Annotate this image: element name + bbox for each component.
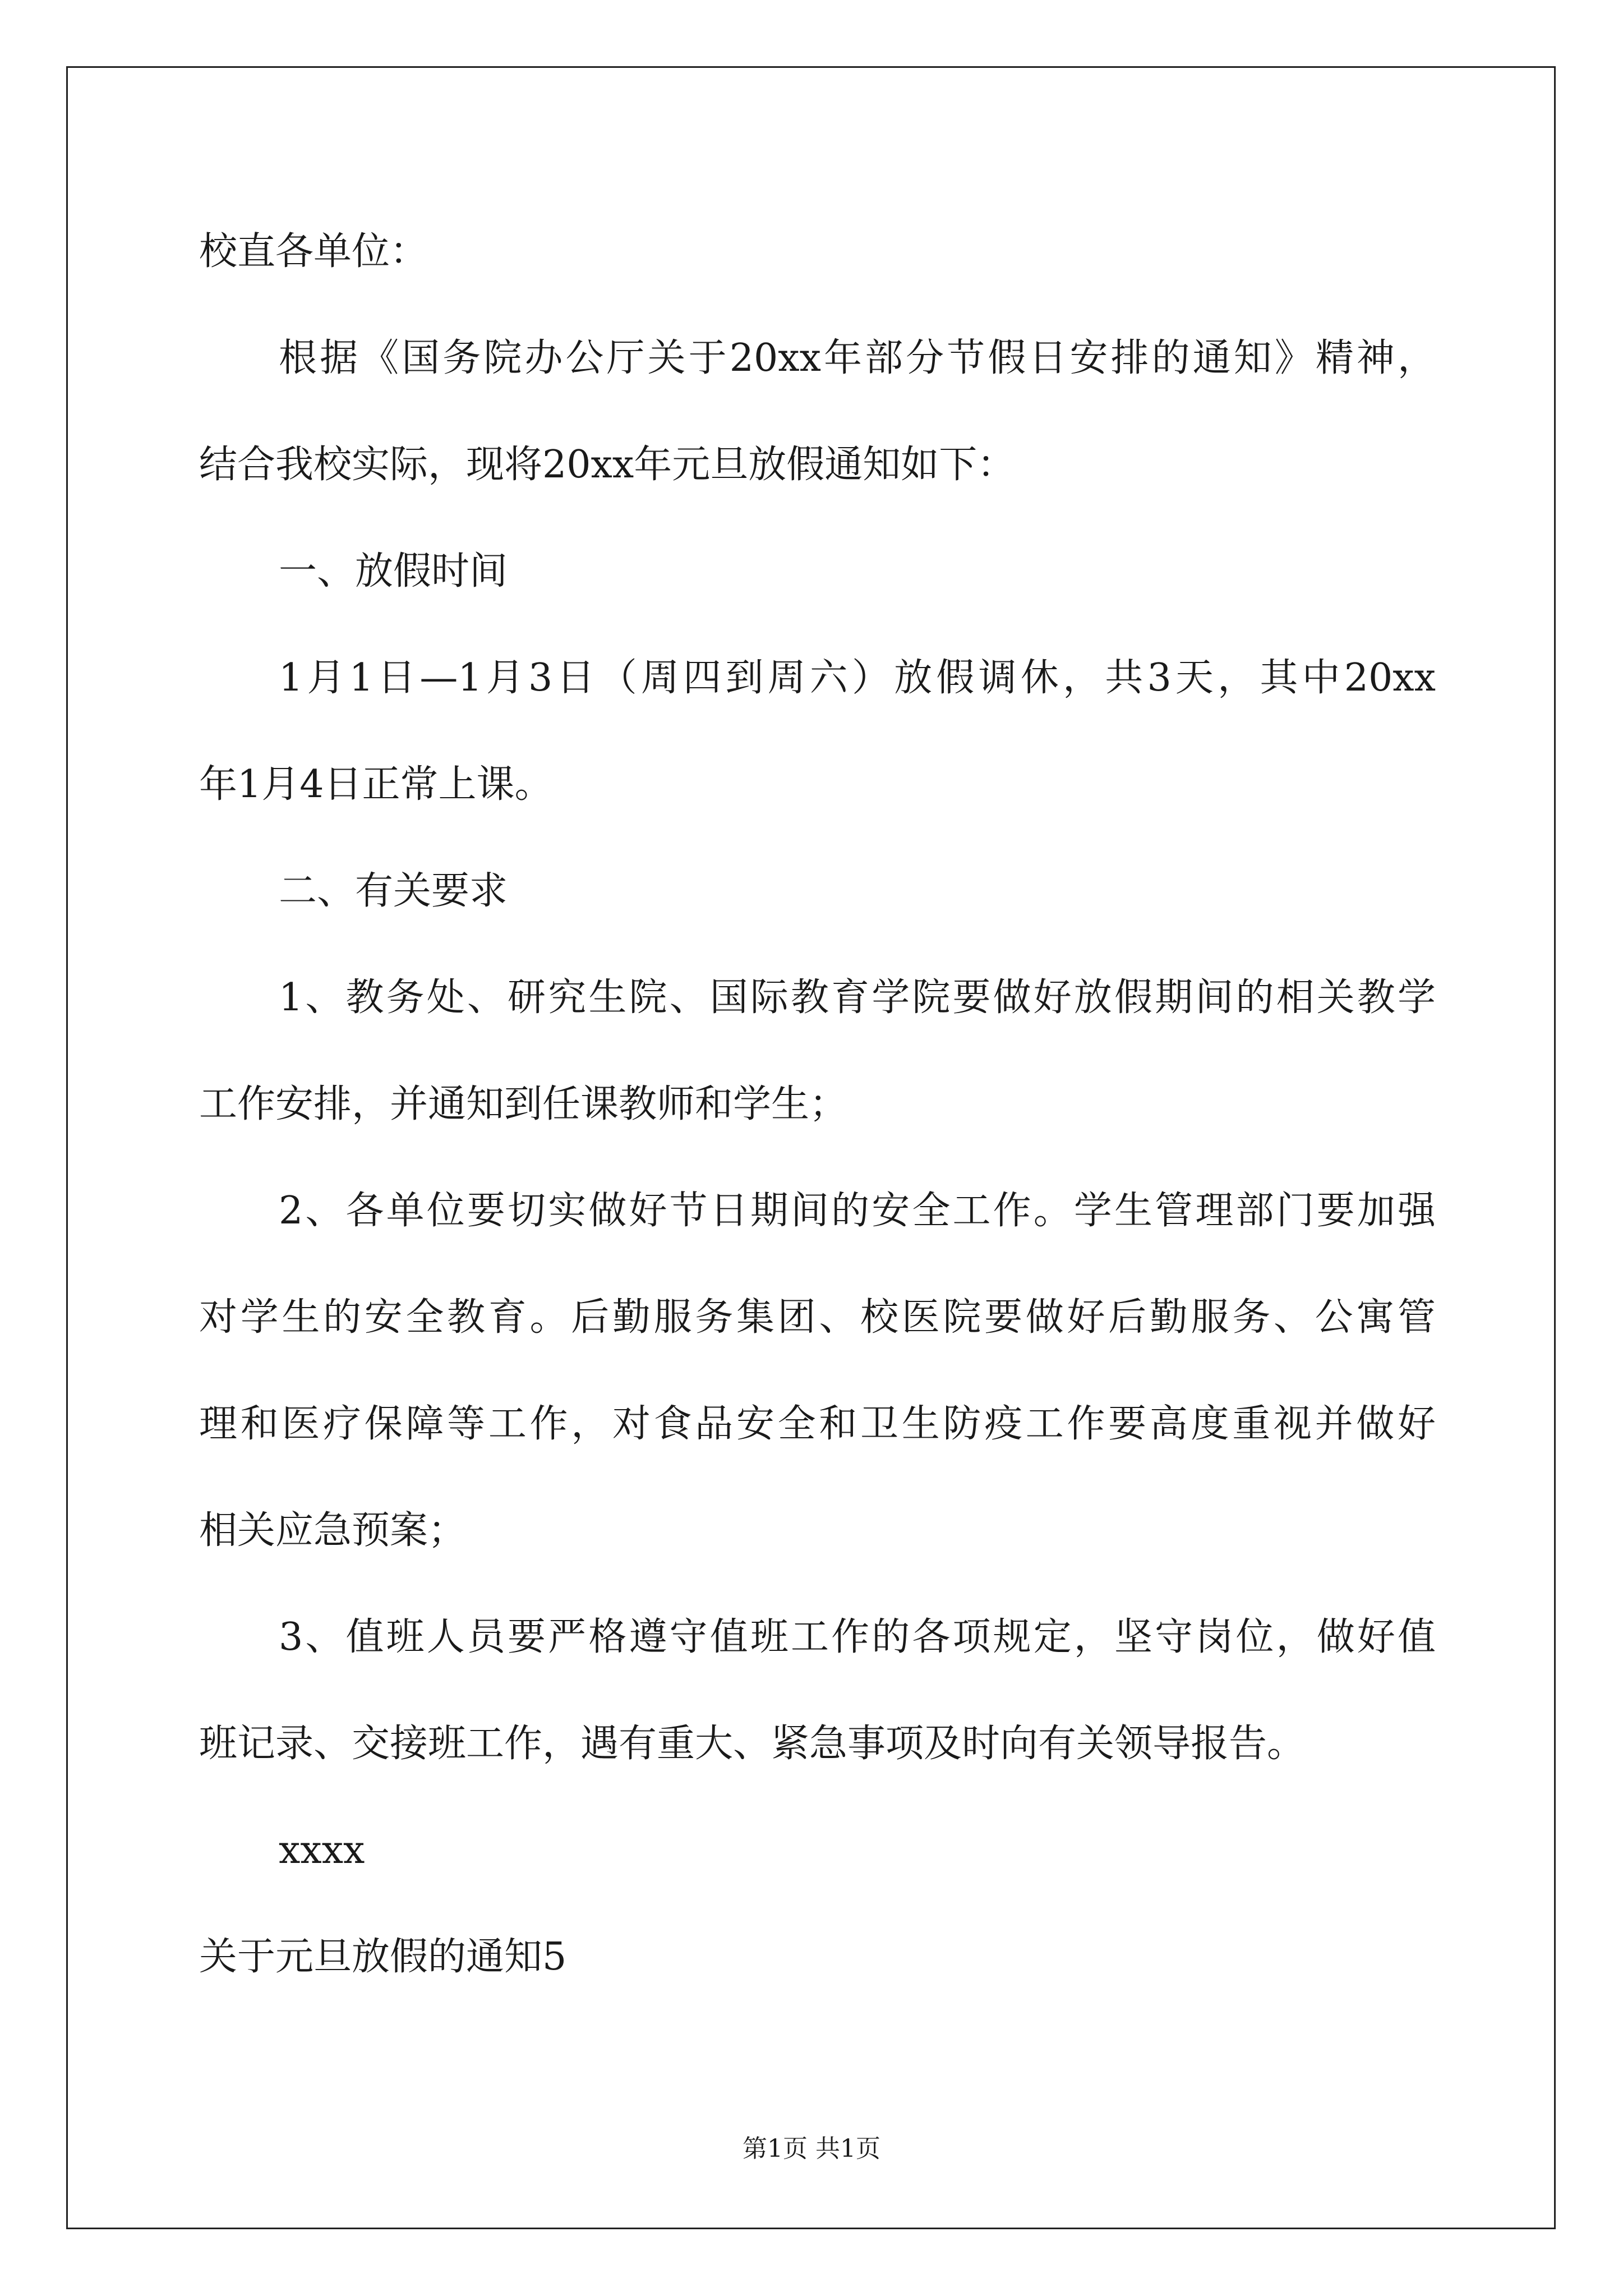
text-line: 班记录、交接班工作，遇有重大、紧急事项及时向有关领导报告。 bbox=[199, 1722, 1306, 1766]
text-line: 3、值班人员要严格遵守值班工作的各项规定，坚守岗位，做好值 bbox=[279, 1615, 1436, 1659]
page-frame bbox=[66, 66, 1556, 2229]
text-line: 结合我校实际，现将20xx年元旦放假通知如下： bbox=[199, 443, 1016, 487]
text-line: 1、教务处、研究生院、国际教育学院要做好放假期间的相关教学 bbox=[279, 976, 1436, 1020]
text-line: 年1月4日正常上课。 bbox=[199, 762, 553, 807]
text-line: 根据《国务院办公厅关于20xx年部分节假日安排的通知》精神， bbox=[279, 336, 1436, 380]
text-line: 相关应急预案； bbox=[199, 1508, 467, 1553]
text-line: 2、各单位要切实做好节日期间的安全工作。学生管理部门要加强 bbox=[279, 1189, 1436, 1233]
text-line: 关于元旦放假的通知5 bbox=[199, 1935, 567, 1979]
text-line: 二、有关要求 bbox=[279, 869, 508, 913]
text-line: 理和医疗保障等工作，对食品安全和卫生防疫工作要高度重视并做好 bbox=[199, 1402, 1436, 1446]
text-line: 1月1日—1月3日（周四到周六）放假调休，共3天，其中20xx bbox=[279, 656, 1436, 700]
text-line: 校直各单位： bbox=[199, 229, 428, 274]
text-line: xxxx bbox=[279, 1828, 365, 1872]
text-line: 工作安排，并通知到任课教师和学生； bbox=[199, 1082, 848, 1126]
text-line: 对学生的安全教育。后勤服务集团、校医院要做好后勤服务、公寓管 bbox=[199, 1295, 1436, 1340]
page-footer: 第1页 共1页 bbox=[743, 2134, 880, 2163]
text-line: 一、放假时间 bbox=[279, 549, 508, 593]
